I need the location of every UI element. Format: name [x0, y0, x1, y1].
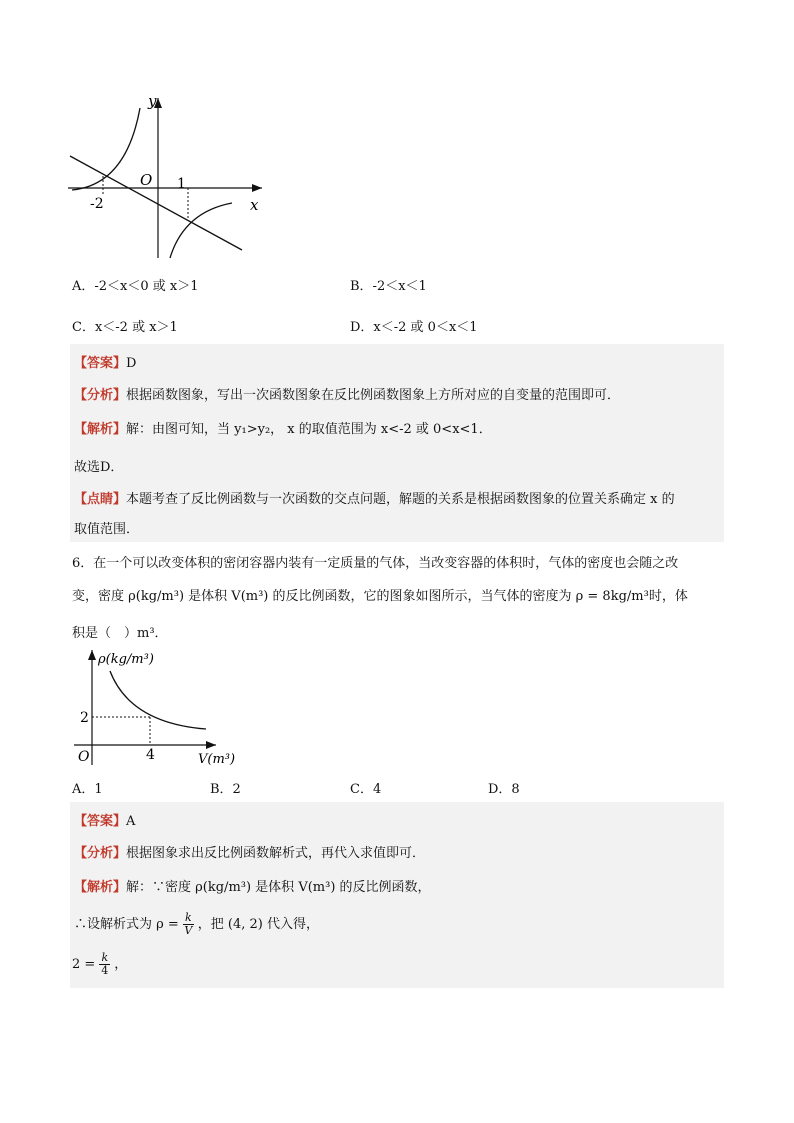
q6-option-a: A．1: [72, 782, 103, 797]
x-axis-arrow: [252, 184, 262, 192]
q6-solution-box: [70, 802, 724, 988]
q5-comment: 【点睛】本题考查了反比例函数与一次函数的交点问题，解题的关系是根据函数图象的位置关系确定 x 的: [74, 492, 675, 507]
q5-analysis: 【分析】根据函数图象，写出一次函数图象在反比例函数图象上方所对应的自变量的范围即可．: [74, 388, 621, 403]
q6-stem-3: 积是（ ）m³．: [72, 626, 168, 641]
q6-option-d: D．8: [488, 782, 520, 797]
q6-solution: 【解析】解：∵密度 ρ(kg/m³) 是体积 V(m³) 的反比例函数，: [74, 880, 431, 895]
y-axis-label: y: [148, 92, 157, 110]
q6-analysis: 【分析】根据图象求出反比例函数解析式，再代入求值即可．: [74, 846, 426, 861]
option-b: B．-2＜x＜1: [350, 279, 427, 294]
tick-label-4: 4: [146, 747, 155, 763]
rho-axis-label: ρ(kg/m³): [98, 652, 154, 667]
v-axis-arrow: [206, 741, 216, 749]
rho-axis-arrow: [88, 650, 96, 660]
tick-label-2: 2: [80, 710, 89, 726]
graph-inverse-linear: [66, 90, 272, 262]
graph-density-volume: [70, 645, 270, 770]
origin-label-2: O: [78, 749, 90, 765]
option-d: D．x＜-2 或 0＜x＜1: [350, 320, 478, 335]
hyperbola-branch-left: [72, 108, 140, 190]
option-c: C．x＜-2 或 x＞1: [72, 320, 178, 335]
x-axis-label: x: [250, 196, 259, 214]
q6-stem-2: 变，密度 ρ(kg/m³) 是体积 V(m³) 的反比例函数，它的图象如图所示，当气体的密度为 ρ = 8kg/m³时，体: [72, 589, 688, 604]
q5-answer: 【答案】D: [74, 356, 137, 371]
option-a: A．-2＜x＜0 或 x＞1: [72, 279, 199, 294]
tick-label-1: 1: [177, 176, 186, 192]
tick-label-neg2: -2: [90, 196, 104, 212]
q6-answer: 【答案】A: [74, 814, 136, 829]
q6-step2: 2 = $\frac{k}{4}$ ，: [72, 951, 128, 977]
q6-option-c: C．4: [350, 782, 382, 797]
q5-choose: 故选D．: [74, 460, 124, 475]
q6-step1: ∴设解析式为 ρ = $\frac{k}{V}$ ，把 (4, 2) 代入得，: [74, 911, 319, 937]
q5-solution: 【解析】解：由图可知，当 y₁>y₂， x 的取值范围为 x<-2 或 0<x<1．: [74, 422, 492, 437]
hyperbola-branch-right: [170, 203, 232, 258]
fraction-k-over-v: $\frac{k}{V}$: [184, 911, 193, 937]
density-curve: [110, 671, 206, 729]
q5-solution-box: [70, 344, 724, 542]
origin-label: O: [140, 171, 153, 189]
v-axis-label: V(m³): [198, 752, 236, 767]
fraction-k-over-4: $\frac{k}{4}$: [101, 951, 109, 977]
q6-stem-1: 6．在一个可以改变体积的密闭容器内装有一定质量的气体，当改变容器的体积时，气体的密度也会随之改: [72, 556, 679, 571]
q5-comment-cont: 取值范围．: [74, 522, 140, 537]
q6-option-b: B．2: [210, 782, 241, 797]
